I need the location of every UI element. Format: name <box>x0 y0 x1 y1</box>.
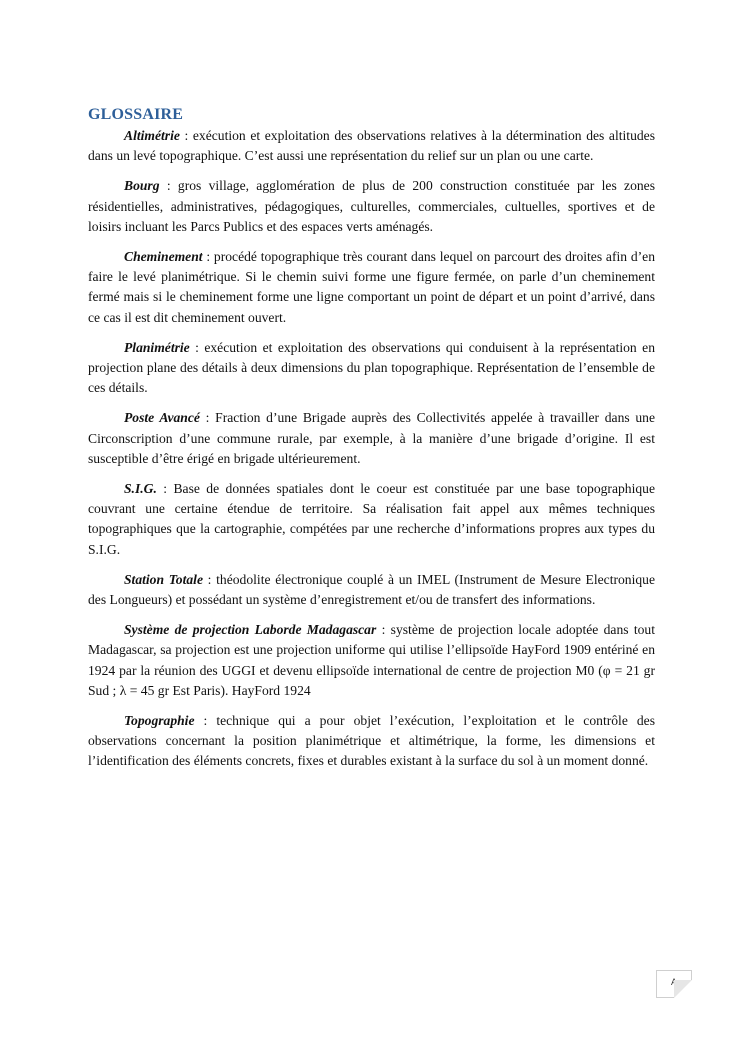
glossary-entry-sig <box>88 479 655 560</box>
glossary-entry-cheminement <box>88 247 655 328</box>
glossary-term: Station Totale <box>124 571 203 587</box>
glossary-term: Cheminement <box>124 249 203 265</box>
glossary-definition: : procédé topographique très courant dans lequel on parcourt des droites afin d’en faire le levé planimétrique. Si le chemin suivi forme une figure fermée, on parle d’un cheminement fermé mais si le cheminement forme une ligne comportant un point de départ et un point d’arrivé, dans ce cas il est dit cheminement ouvert. <box>88 249 655 325</box>
glossary-definition: : technique qui a pour objet l’exécution, l’exploitation et le contrôle des observations concernant la position planimétrique et altimétrique, la forme, les dimensions et l’identification des éléments concrets, fixes et durables existant à la surface du sol à un moment donné. <box>88 713 655 769</box>
glossary-term: Altimétrie <box>124 128 180 143</box>
glossary-definition: : système de projection locale adoptée dans tout Madagascar, sa projection est une projection uniforme qui utilise l’ellipsoïde HayFord 1909 entériné en 1924 par la réunion des UGGI et devenu ellipsoïde international de centre de projection M0 (φ = 21 gr Sud ; λ = 45 gr Est Paris). HayFord 1924 <box>88 622 655 698</box>
page-number: A <box>656 970 692 998</box>
glossary-page <box>88 106 655 782</box>
glossary-entry-station-totale <box>88 570 655 610</box>
glossary-entry-bourg <box>88 176 655 237</box>
glossary-definition: : exécution et exploitation des observations relatives à la détermination des altitudes dans un levé topographique. C’est aussi une représentation du relief sur un plan ou une carte. <box>88 128 655 164</box>
glossary-title: GLOSSAIRE <box>88 106 184 123</box>
glossary-term: Poste Avancé <box>124 410 200 426</box>
glossary-definition: : exécution et exploitation des observations qui conduisent à la représentation en projection plane des détails à deux dimensions du plan topographique. Représentation de l’ensemble de ces détails. <box>88 339 655 396</box>
glossary-term: S.I.G. <box>124 481 157 497</box>
glossary-entry-topographie <box>88 711 655 772</box>
glossary-entry-poste-avance <box>88 408 655 469</box>
glossary-definition: : Fraction d’une Brigade auprès des Collectivités appelée à travailler dans une Circonscription d’une commune rurale, par exemple, à la manière d’une brigade d’origine. Il est susceptible d’être érigé en brigade ultérieurement. <box>88 410 655 466</box>
glossary-term: Topographie <box>124 713 195 729</box>
glossary-entry-laborde <box>88 620 655 701</box>
glossary-term: Bourg <box>124 178 160 194</box>
glossary-definition: : théodolite électronique couplé à un IMEL (Instrument de Mesure Electronique des Longueurs) et possédant un système d’enregistrement et/ou de transfert des informations. <box>88 571 655 608</box>
glossary-entry-altimetrie <box>88 126 655 166</box>
glossary-definition: : Base de données spatiales dont le coeur est constituée par une base topographique couvrant une certaine étendue de territoire. Sa réalisation fait appel aux mêmes techniques topographiques que la cartographie, compétées par une recherche d’informations propres aux types du S.I.G. <box>88 481 655 557</box>
glossary-term: Système de projection Laborde Madagascar <box>124 622 377 638</box>
glossary-entry-planimetrie <box>88 338 655 399</box>
glossary-definition: : gros village, agglomération de plus de 200 construction constituée par les zones résidentielles, administratives, pédagogiques, culturelles, commerciales, cultuelles, sportives et de loisirs incluant les Parcs Publics et des espaces verts aménagés. <box>88 178 655 234</box>
glossary-entries <box>88 126 655 772</box>
glossary-term: Planimétrie <box>124 339 190 355</box>
